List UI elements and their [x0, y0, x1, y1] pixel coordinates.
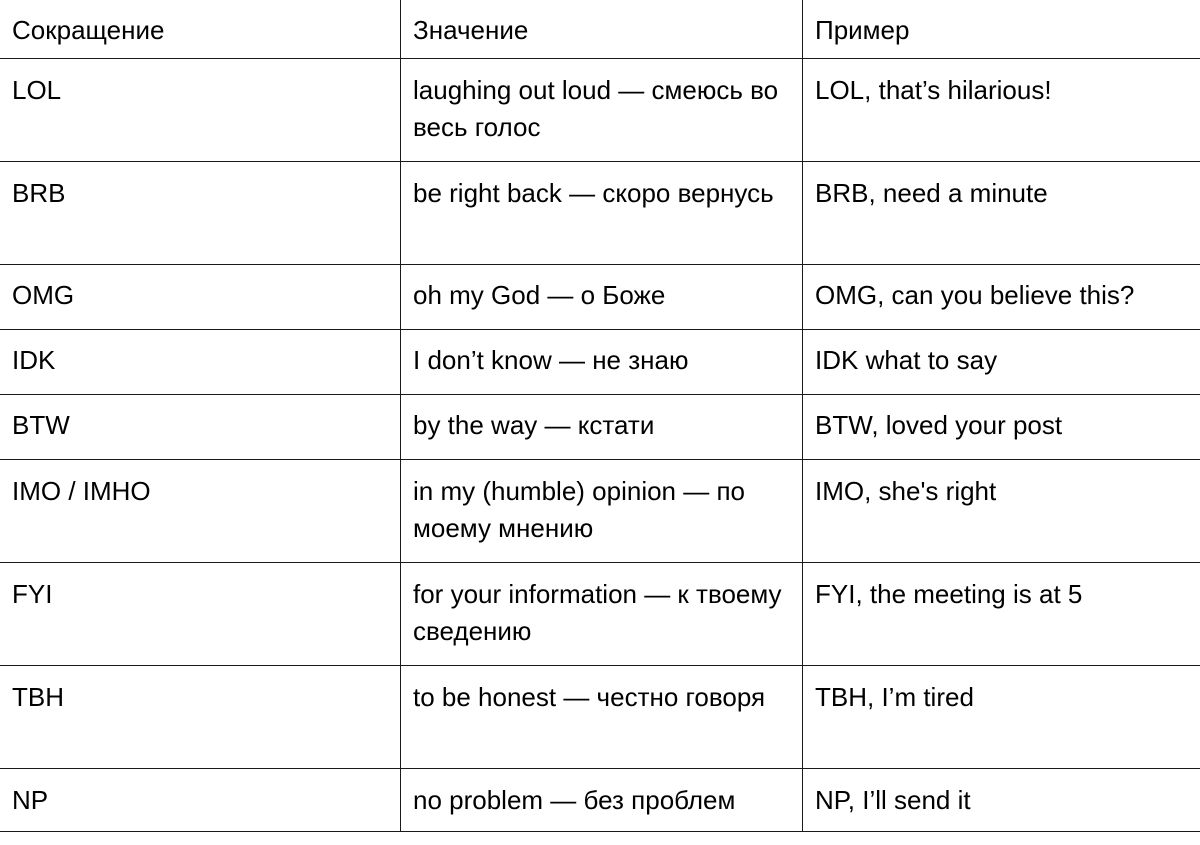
- example-cell: FYI, the meeting is at 5: [803, 563, 1200, 666]
- meaning-cell: be right back — скоро вернусь: [401, 162, 803, 265]
- header-abbreviation: Сокращение: [0, 0, 401, 59]
- example-cell: OMG, can you believe this?: [803, 265, 1200, 330]
- table-row: [0, 769, 1200, 832]
- header-row: [0, 0, 1200, 59]
- example-cell: BRB, need a minute: [803, 162, 1200, 265]
- abbreviation-cell: FYI: [0, 563, 401, 666]
- table-row: [0, 59, 1200, 162]
- abbreviation-cell: BRB: [0, 162, 401, 265]
- meaning-cell: oh my God — о Боже: [401, 265, 803, 330]
- example-cell: IMO, she's right: [803, 460, 1200, 563]
- abbreviation-cell: NP: [0, 769, 401, 832]
- abbreviation-cell: IMO / IMHO: [0, 460, 401, 563]
- abbreviation-cell: LOL: [0, 59, 401, 162]
- abbreviation-cell: BTW: [0, 395, 401, 460]
- abbreviation-cell: TBH: [0, 666, 401, 769]
- header-meaning: Значение: [401, 0, 803, 59]
- table-row: [0, 265, 1200, 330]
- table-row: [0, 330, 1200, 395]
- example-cell: LOL, that’s hilarious!: [803, 59, 1200, 162]
- abbreviation-cell: IDK: [0, 330, 401, 395]
- header-example: Пример: [803, 0, 1200, 59]
- example-cell: NP, I’ll send it: [803, 769, 1200, 832]
- meaning-cell: laughing out loud — смеюсь во весь голос: [401, 59, 803, 162]
- example-cell: IDK what to say: [803, 330, 1200, 395]
- meaning-cell: by the way — кстати: [401, 395, 803, 460]
- table-row: [0, 460, 1200, 563]
- table-row: [0, 395, 1200, 460]
- table-row: [0, 563, 1200, 666]
- meaning-cell: I don’t know — не знаю: [401, 330, 803, 395]
- meaning-cell: no problem — без проблем: [401, 769, 803, 832]
- abbreviation-cell: OMG: [0, 265, 401, 330]
- table-row: [0, 666, 1200, 769]
- meaning-cell: for your information — к твоему сведению: [401, 563, 803, 666]
- example-cell: TBH, I’m tired: [803, 666, 1200, 769]
- example-cell: BTW, loved your post: [803, 395, 1200, 460]
- meaning-cell: to be honest — честно говоря: [401, 666, 803, 769]
- table-row: [0, 162, 1200, 265]
- meaning-cell: in my (humble) opinion — по моему мнению: [401, 460, 803, 563]
